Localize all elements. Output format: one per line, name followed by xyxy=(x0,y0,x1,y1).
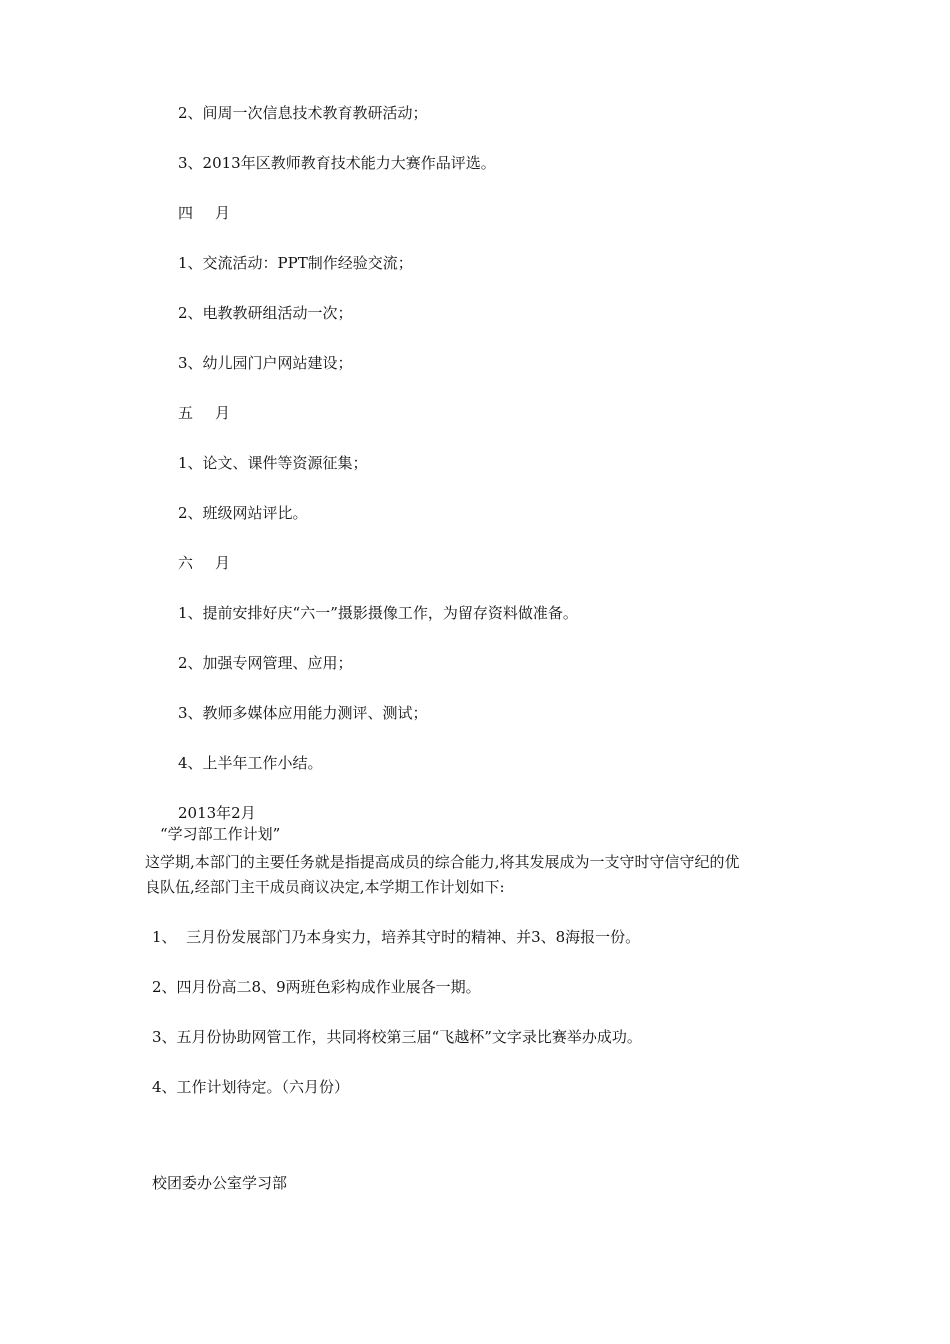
plan-item: 1、交流活动：PPT制作经验交流； xyxy=(178,254,413,272)
plan-item: 3、2013年区教师教育技术能力大赛作品评选。 xyxy=(178,154,496,172)
plan-item: 3、教师多媒体应用能力测评、测试； xyxy=(178,704,428,722)
plan-item: 3、幼儿园门户网站建设； xyxy=(178,354,353,372)
plan-item: 1、提前安排好庆“六一”摄影摄像工作，为留存资料做准备。 xyxy=(178,604,578,622)
section-title: “学习部工作计划” xyxy=(160,825,281,843)
month-heading-may: 五 月 xyxy=(178,404,231,422)
plan-date: 2013年2月 xyxy=(178,804,256,822)
plan-item: 2、间周一次信息技术教育教研活动； xyxy=(178,104,428,122)
study-plan-item: 2、四月份高二8、9两班色彩构成作业展各一期。 xyxy=(152,978,481,996)
study-plan-item: 1、 三月份发展部门乃本身实力，培养其守时的精神、并3、8海报一份。 xyxy=(152,928,641,946)
intro-paragraph-line: 良队伍,经部门主干成员商议决定,本学期工作计划如下: xyxy=(145,878,505,896)
plan-item: 2、班级网站评比。 xyxy=(178,504,308,522)
plan-item: 4、上半年工作小结。 xyxy=(178,754,323,772)
month-heading-june: 六 月 xyxy=(178,554,231,572)
signature: 校团委办公室学习部 xyxy=(152,1174,288,1192)
study-plan-item: 4、工作计划待定。（六月份） xyxy=(152,1078,350,1096)
study-plan-item: 3、五月份协助网管工作，共同将校第三届“飞越杯”文字录比赛举办成功。 xyxy=(152,1028,642,1046)
plan-item: 2、电教教研组活动一次； xyxy=(178,304,353,322)
intro-paragraph-line: 这学期,本部门的主要任务就是指提高成员的综合能力,将其发展成为一支守时守信守纪的优 xyxy=(145,853,740,871)
plan-item: 2、加强专网管理、应用； xyxy=(178,654,353,672)
month-heading-april: 四 月 xyxy=(178,204,231,222)
plan-item: 1、论文、课件等资源征集； xyxy=(178,454,368,472)
